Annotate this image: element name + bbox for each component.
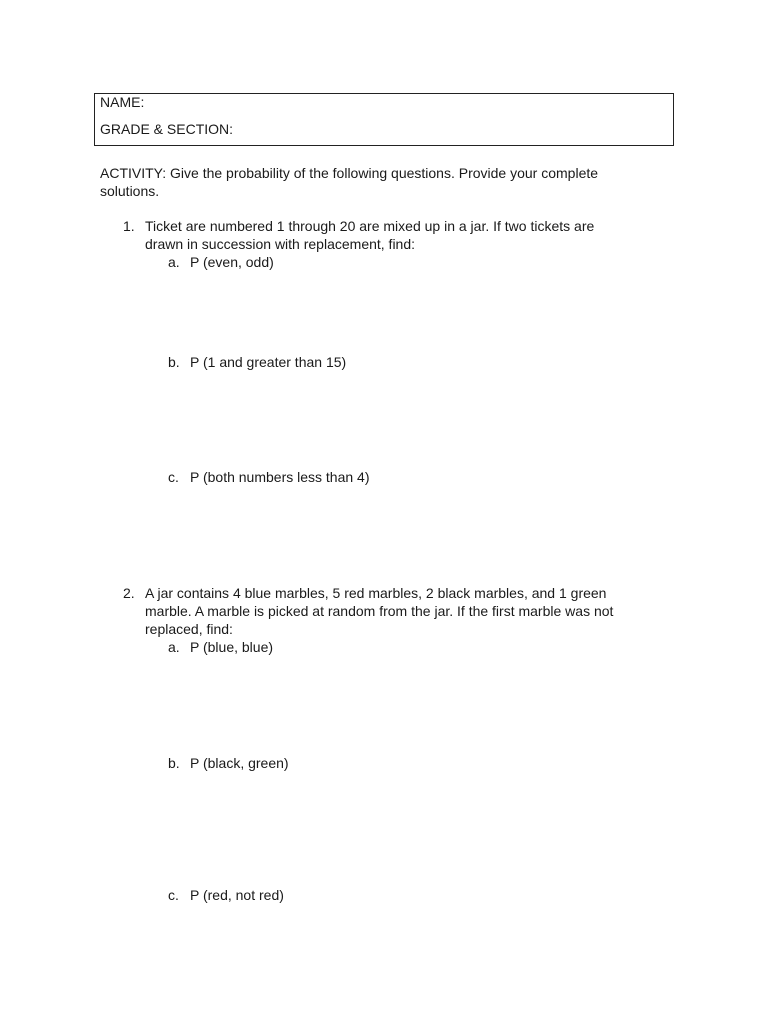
question-number: 1. xyxy=(123,218,135,234)
question-text-line: marble. A marble is picked at random from the jar. If the first marble was not xyxy=(145,603,614,619)
student-info-box xyxy=(94,93,674,146)
name-label: NAME: xyxy=(100,94,145,110)
question-number: 2. xyxy=(123,585,135,601)
question-text-line: replaced, find: xyxy=(145,621,233,637)
grade-section-label: GRADE & SECTION: xyxy=(100,121,234,137)
part-letter: a. xyxy=(168,639,180,655)
part-text: P (blue, blue) xyxy=(190,639,274,655)
part-letter: b. xyxy=(168,755,180,771)
part-letter: b. xyxy=(168,354,180,370)
part-letter: a. xyxy=(168,254,180,270)
part-letter: c. xyxy=(168,469,179,485)
question-text-line: Ticket are numbered 1 through 20 are mixed up in a jar. If two tickets are xyxy=(145,218,595,234)
part-text: P (both numbers less than 4) xyxy=(190,469,370,485)
question-text-line: A jar contains 4 blue marbles, 5 red marbles, 2 black marbles, and 1 green xyxy=(145,585,607,601)
part-text: P (even, odd) xyxy=(190,254,274,270)
part-letter: c. xyxy=(168,887,179,903)
activity-instructions-line-2: solutions. xyxy=(100,183,160,199)
activity-instructions-line-1: ACTIVITY: Give the probability of the following questions. Provide your complete xyxy=(100,165,599,181)
part-text: P (red, not red) xyxy=(190,887,284,903)
part-text: P (1 and greater than 15) xyxy=(190,354,347,370)
part-text: P (black, green) xyxy=(190,755,289,771)
question-text-line: drawn in succession with replacement, find: xyxy=(145,236,416,252)
